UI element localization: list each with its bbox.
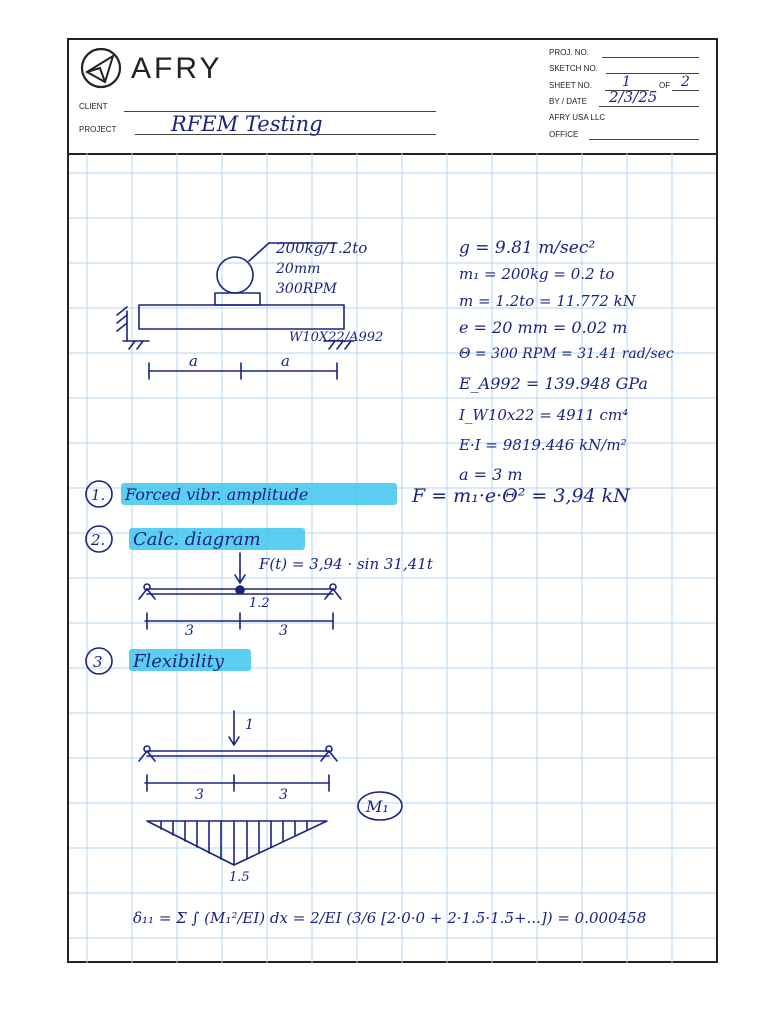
flex-diagram [139,711,337,791]
param-EI: E·I = 9819.446 kN/m² [459,436,627,454]
span-a2: a [281,352,290,370]
step1-number: 1. [91,486,106,504]
step3-span2: 3 [279,787,288,803]
step3-title: Flexibility [133,651,225,672]
param-E: E_A992 = 139.948 GPa [459,374,648,393]
param-e: e = 20 mm = 0.02 m [459,318,628,337]
step2-mass: 1.2 [249,596,270,611]
sketch-sheet [67,38,718,963]
step2-span1: 3 [185,623,194,639]
param-I: I_W10x22 = 4911 cm⁴ [459,406,629,424]
company-label: AFRY USA LLC [549,113,606,122]
sheet-total-field[interactable] [672,90,699,91]
sketch-area [69,153,716,963]
rpm-label: 300RPM [276,281,338,297]
step3-span1: 3 [195,787,204,803]
sheet-total-value: 2 [681,74,690,90]
project-value: RFEM Testing [171,112,323,136]
ecc-label: 20mm [276,261,321,277]
step3-number: 3 [93,653,103,671]
param-m: m = 1.2to = 11.772 kN [459,292,636,310]
by-date-label: BY / DATE [549,97,587,106]
beam-label: W10X22/A992 [289,330,384,345]
parameter-list [458,238,674,484]
span-a1: a [189,352,198,370]
client-label: CLIENT [79,102,108,111]
sketch-no-label: SKETCH NO. [549,64,598,73]
param-g: g = 9.81 m/sec² [459,238,596,258]
office-field[interactable] [589,139,699,140]
param-m1: m₁ = 200kg = 0.2 to [459,265,615,283]
sheet-no-value: 1 [622,74,631,90]
load-label: 200kg/1.2to [276,239,368,257]
title-block [69,40,716,155]
flexibility-formula: δ₁₁ = Σ ∫ (M₁²/EI) dx = 2/EI (3/6 [2·0·0 + 2·1.5·1.5+...]) = 0.000458 [133,909,647,927]
step3-load: 1 [245,717,254,733]
proj-no-field[interactable] [602,57,699,58]
step2-force: F(t) = 3,94 · sin 31,41t [259,555,433,573]
step2-span2: 3 [279,623,288,639]
of-label: OF [659,81,671,90]
proj-no-label: PROJ. NO. [549,48,590,57]
param-a: a = 3 m [459,465,523,484]
moment-label: M₁ [366,797,389,816]
step1-title: Forced vibr. amplitude [125,485,309,504]
step2-title: Calc. diagram [133,529,261,550]
step2-number: 2. [91,531,106,549]
office-label: OFFICE [549,130,579,139]
afry-logo-icon [79,46,123,90]
step1-formula: F = m₁·e·Θ² = 3,94 kN [412,485,630,507]
brand-name: AFRY [131,52,223,85]
param-theta: Θ = 300 RPM = 31.41 rad/sec [459,346,674,362]
project-label: PROJECT [79,125,117,134]
by-date-field[interactable] [599,106,699,107]
moment-value: 1.5 [229,870,250,885]
sheet-no-label: SHEET NO. [549,81,592,90]
date-value: 2/3/25 [609,88,658,106]
